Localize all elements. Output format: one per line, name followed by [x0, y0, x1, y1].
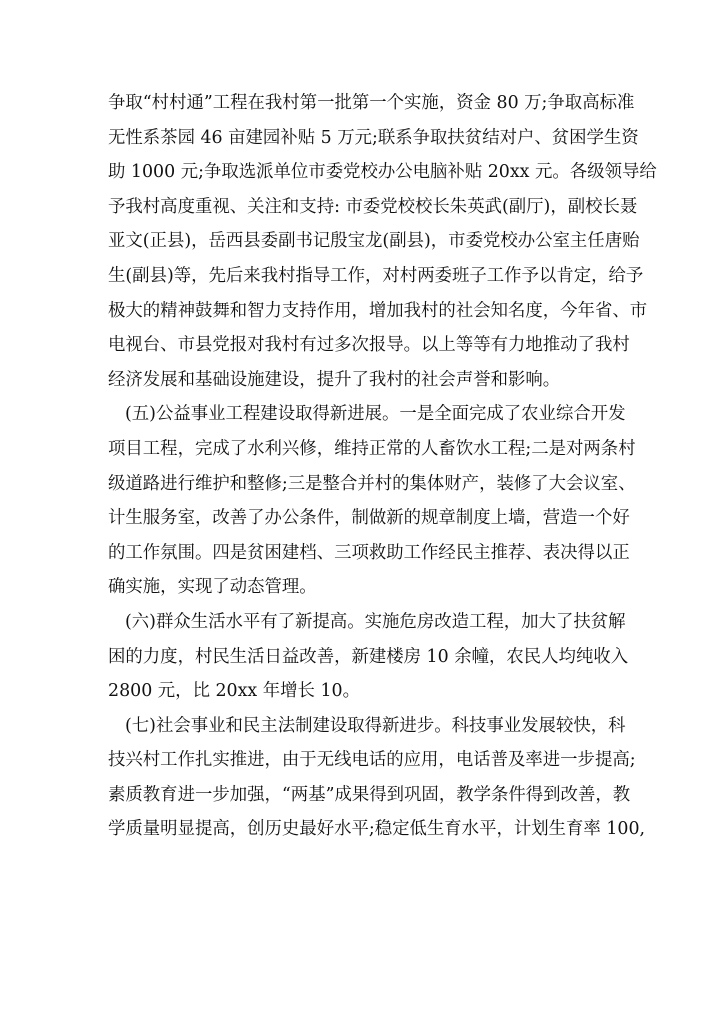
- text-line-9: 经济发展和基础设施建设，提升了我村的社会声誉和影响。: [108, 369, 561, 390]
- text-line-19: (七)社会事业和民主法制建设取得新进步。科技事业发展较快，科: [125, 715, 626, 736]
- text-line-1: 争取“村村通”工程在我村第一批第一个实施，资金 80 万;争取高标准: [108, 93, 635, 113]
- text-line-2: 无性系茶园 46 亩建园补贴 5 万元;联系争取扶贫结对户、贫困学生资: [108, 127, 639, 148]
- body-text: [108, 86, 657, 847]
- text-line-7: 极大的精神鼓舞和智力支持作用，增加我村的社会知名度，今年省、市: [108, 300, 648, 321]
- text-line-10: (五)公益事业工程建设取得新进展。一是全面完成了农业综合开发: [125, 404, 626, 425]
- text-line-8: 电视台、市县党报对我村有过多次报导。以上等等有力地推动了我村: [108, 335, 630, 356]
- text-line-20: 技兴村工作扎实推进，由于无线电话的应用，电话普及率进一步提高;: [108, 750, 636, 771]
- text-line-3: 助 1000 元;争取选派单位市委党校办公电脑补贴 20xx 元。各级领导给: [108, 162, 657, 183]
- text-line-18: 2800 元，比 20xx 年增长 10。: [108, 681, 360, 702]
- text-line-11: 项目工程，完成了水利兴修，维持正常的人畜饮水工程;二是对两条村: [108, 438, 636, 459]
- text-line-14: 的工作氛围。四是贫困建档、三项救助工作经民主推荐、表决得以正: [108, 542, 630, 563]
- text-line-21: 素质教育进一步加强，“两基”成果得到巩固，教学条件得到改善，教: [108, 784, 631, 805]
- text-line-4: 予我村高度重视、关注和支持: 市委党校校长朱英武(副厅)，副校长聂: [108, 196, 638, 217]
- text-line-16: (六)群众生活水平有了新提高。实施危房改造工程，加大了扶贫解: [125, 611, 626, 632]
- text-line-17: 困的力度，村民生活日益改善，新建楼房 10 余幢，农民人均纯收入: [108, 646, 629, 667]
- text-line-12: 级道路进行维护和整修;三是整合并村的集体财产，装修了大会议室、: [108, 473, 636, 494]
- text-line-13: 计生服务室，改善了办公条件，制做新的规章制度上墙，营造一个好: [108, 508, 630, 529]
- text-line-15: 确实施，实现了动态管理。: [108, 577, 317, 598]
- text-line-5: 亚文(正县)，岳西县委副书记殷宝龙(副县)，市委党校办公室主任唐贻: [108, 231, 640, 252]
- text-line-22: 学质量明显提高，创历史最好水平;稳定低生育水平，计划生育率 100,: [108, 819, 646, 840]
- text-line-6: 生(副县)等，先后来我村指导工作，对村两委班子工作予以肯定，给予: [108, 265, 644, 286]
